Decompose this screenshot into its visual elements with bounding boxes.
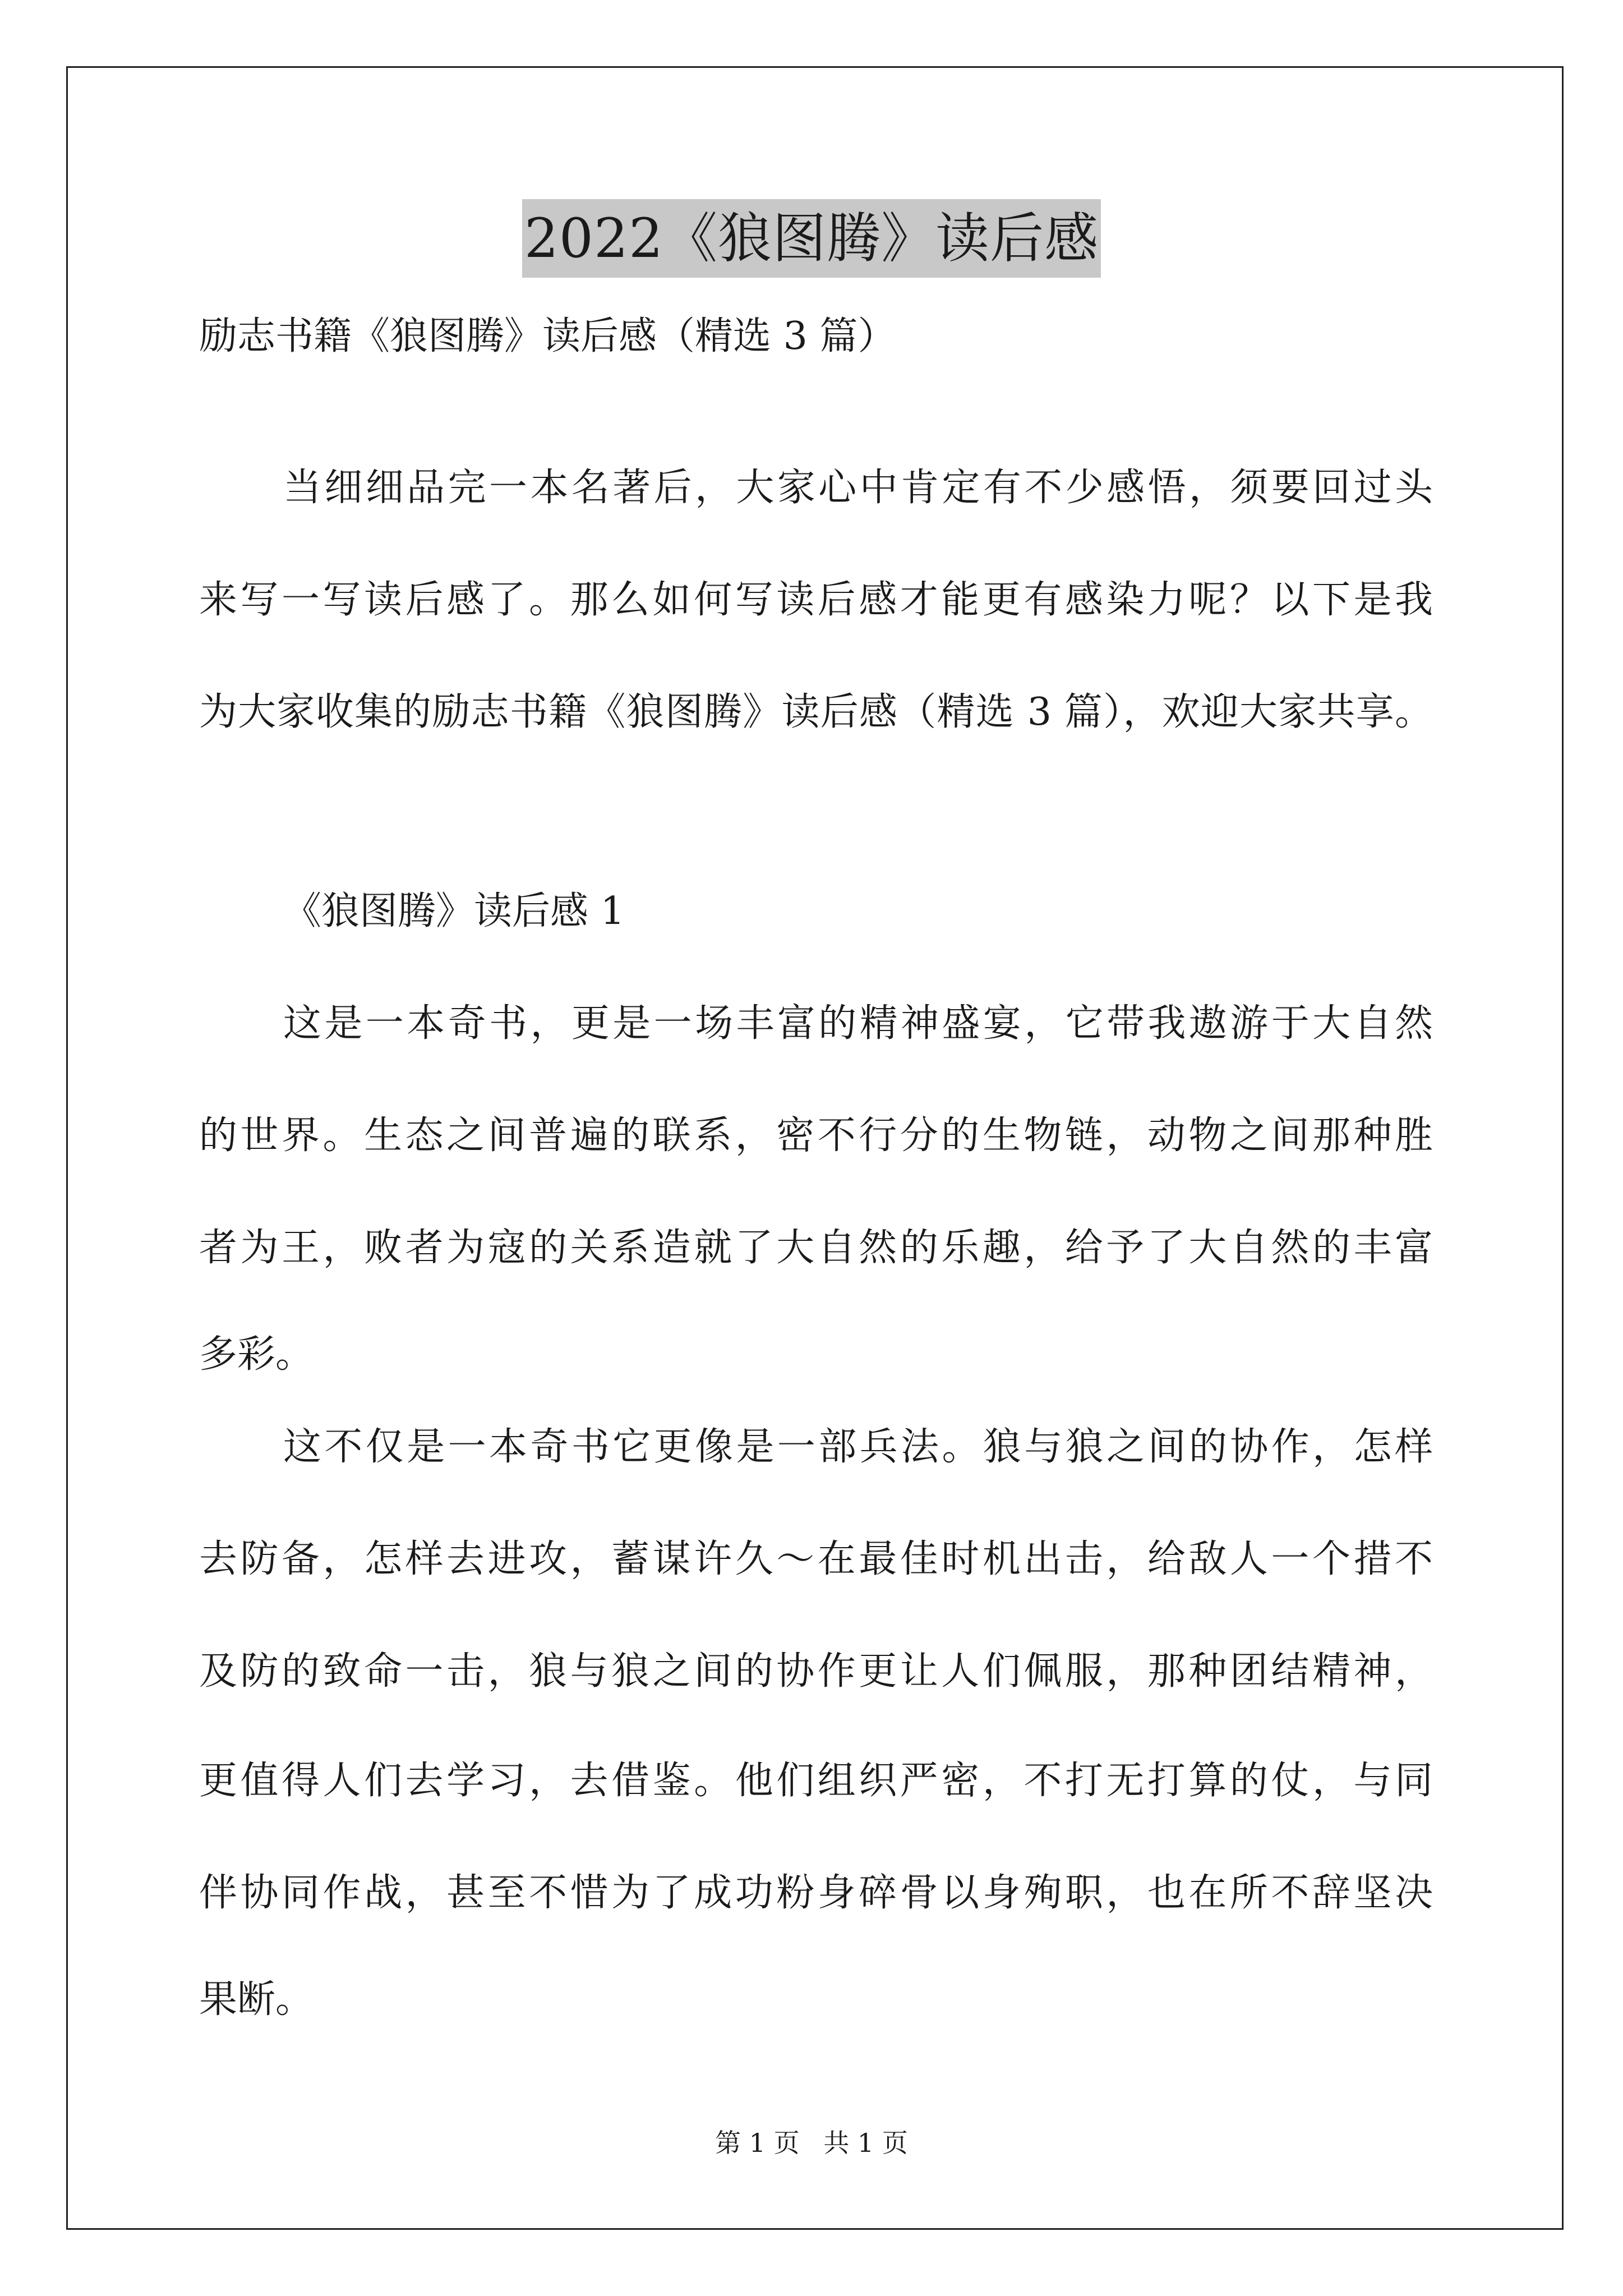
para2-line-2: 去防备，怎样去进攻，蓄谋许久～在最佳时机出击，给敌人一个措不 <box>199 1537 1433 1581</box>
page-footer <box>0 2126 1623 2160</box>
para1-line-4: 多彩。 <box>199 1332 314 1377</box>
para1-line-1: 这是一本奇书，更是一场丰富的精神盛宴，它带我遨游于大自然 <box>283 1001 1433 1046</box>
title-container <box>0 199 1623 278</box>
para2-line-3: 及防的致命一击，狼与狼之间的协作更让人们佩服，那种团结精神， <box>199 1649 1433 1694</box>
para2-line-4: 更值得人们去学习，去借鉴。他们组织严密，不打无打算的仗，与同 <box>199 1759 1433 1803</box>
para2-line-6: 果断。 <box>199 1977 314 2022</box>
page-total: 共 1 页 <box>823 2128 908 2158</box>
para2-line-5: 伴协同作战，甚至不惜为了成功粉身碎骨以身殉职，也在所不辞坚决 <box>199 1871 1433 1915</box>
page-number: 第 1 页 <box>715 2128 800 2158</box>
para1-line-2: 的世界。生态之间普遍的联系，密不行分的生物链，动物之间那种胜 <box>199 1114 1433 1158</box>
subtitle: 励志书籍《狼图腾》读后感（精选 3 篇） <box>199 314 896 358</box>
para1-line-3: 者为王，败者为寇的关系造就了大自然的乐趣，给予了大自然的丰富 <box>199 1226 1433 1270</box>
intro-line-3: 为大家收集的励志书籍《狼图腾》读后感（精选 3 篇），欢迎大家共享。 <box>199 690 1433 734</box>
intro-line-1: 当细细品完一本名著后，大家心中肯定有不少感悟，须要回过头 <box>283 466 1433 510</box>
intro-line-2: 来写一写读后感了。那么如何写读后感才能更有感染力呢？以下是我 <box>199 578 1433 622</box>
document-title: 2022《狼图腾》读后感 <box>522 199 1101 278</box>
para2-line-1: 这不仅是一本奇书它更像是一部兵法。狼与狼之间的协作，怎样 <box>283 1425 1433 1469</box>
section-heading-1: 《狼图腾》读后感 1 <box>283 889 625 933</box>
